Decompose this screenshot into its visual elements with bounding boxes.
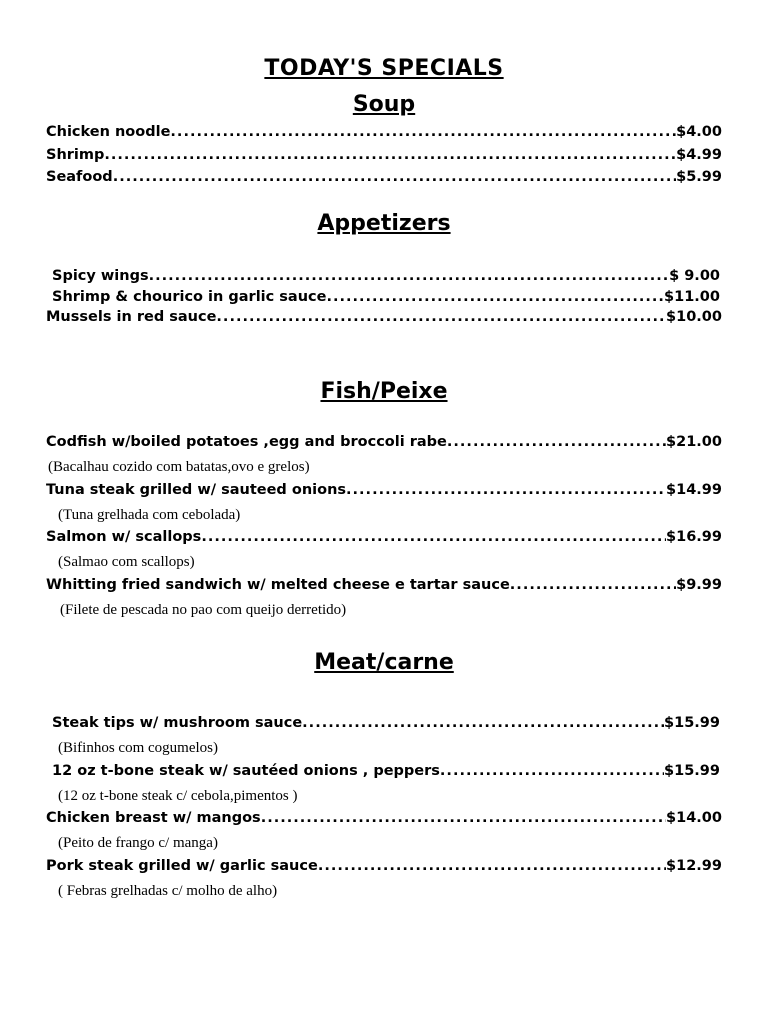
item-name: Chicken breast w/ mangos	[46, 810, 261, 826]
dot-leader	[113, 169, 676, 185]
menu-item	[52, 289, 720, 311]
menu-item	[46, 309, 722, 331]
item-price: $10.00	[666, 309, 722, 325]
menu-item	[46, 434, 722, 456]
item-price: $15.99	[664, 763, 720, 779]
dot-leader	[104, 147, 676, 163]
item-translation: (12 oz t-bone steak c/ cebola,pimentos )	[58, 788, 298, 804]
item-price: $21.00	[666, 434, 722, 450]
item-translation: (Bifinhos com cogumelos)	[58, 740, 218, 756]
item-translation: (Peito de frango c/ manga)	[58, 835, 218, 851]
item-price: $ 9.00	[669, 268, 720, 284]
item-price: $12.99	[666, 858, 722, 874]
item-price: $4.00	[676, 124, 722, 140]
item-name: Mussels in red sauce	[46, 309, 217, 325]
item-price: $4.99	[676, 147, 722, 163]
menu-item	[52, 268, 720, 290]
item-price: $9.99	[676, 577, 722, 593]
item-translation: (Filete de pescada no pao com queijo derretido)	[60, 602, 347, 618]
section-title-soup: Soup	[352, 92, 416, 117]
dot-leader	[170, 124, 676, 140]
item-name: Shrimp & chourico in garlic sauce	[52, 289, 327, 305]
item-name: Seafood	[46, 169, 113, 185]
menu-item	[46, 858, 722, 880]
menu-item	[46, 577, 722, 599]
item-price: $15.99	[664, 715, 720, 731]
dot-leader	[261, 810, 666, 826]
dot-leader	[510, 577, 676, 593]
item-name: 12 oz t-bone steak w/ sautéed onions , peppers	[52, 763, 440, 779]
item-name: Shrimp	[46, 147, 105, 163]
item-name: Spicy wings	[52, 268, 149, 284]
item-translation: (Bacalhau cozido com batatas,ovo e grelos)	[48, 459, 310, 475]
item-price: $14.99	[666, 482, 722, 498]
item-name: Steak tips w/ mushroom sauce	[52, 715, 303, 731]
item-price: $5.99	[676, 169, 722, 185]
item-translation: (Salmao com scallops)	[58, 554, 195, 570]
item-price: $11.00	[664, 289, 720, 305]
section-title-appetizers: Appetizers	[317, 211, 451, 236]
menu-item	[46, 529, 722, 551]
item-price: $16.99	[666, 529, 722, 545]
dot-leader	[326, 289, 664, 305]
item-price: $14.00	[666, 810, 722, 826]
menu-item	[46, 169, 722, 191]
section-title-fish: Fish/Peixe	[320, 379, 448, 404]
item-translation: ( Febras grelhadas c/ molho de alho)	[58, 883, 278, 899]
dot-leader	[440, 763, 664, 779]
menu-item	[46, 124, 722, 146]
dot-leader	[216, 309, 666, 325]
item-name: Chicken noodle	[46, 124, 171, 140]
dot-leader	[302, 715, 664, 731]
item-name: Pork steak grilled w/ garlic sauce	[46, 858, 318, 874]
dot-leader	[318, 858, 666, 874]
menu-item	[46, 482, 722, 504]
menu-item	[46, 810, 722, 832]
menu-item	[52, 763, 720, 785]
section-title-meat: Meat/carne	[314, 650, 454, 675]
menu-item	[46, 147, 722, 169]
dot-leader	[201, 529, 666, 545]
item-name: Whitting fried sandwich w/ melted cheese e tartar sauce	[46, 577, 510, 593]
dot-leader	[149, 268, 669, 284]
item-name: Tuna steak grilled w/ sauteed onions	[46, 482, 347, 498]
page-title: TODAY'S SPECIALS	[264, 56, 504, 81]
item-name: Codfish w/boiled potatoes ,egg and broccoli rabe	[46, 434, 447, 450]
item-name: Salmon w/ scallops	[46, 529, 202, 545]
dot-leader	[447, 434, 666, 450]
item-translation: (Tuna grelhada com cebolada)	[58, 507, 241, 523]
menu-item	[52, 715, 720, 737]
dot-leader	[346, 482, 666, 498]
